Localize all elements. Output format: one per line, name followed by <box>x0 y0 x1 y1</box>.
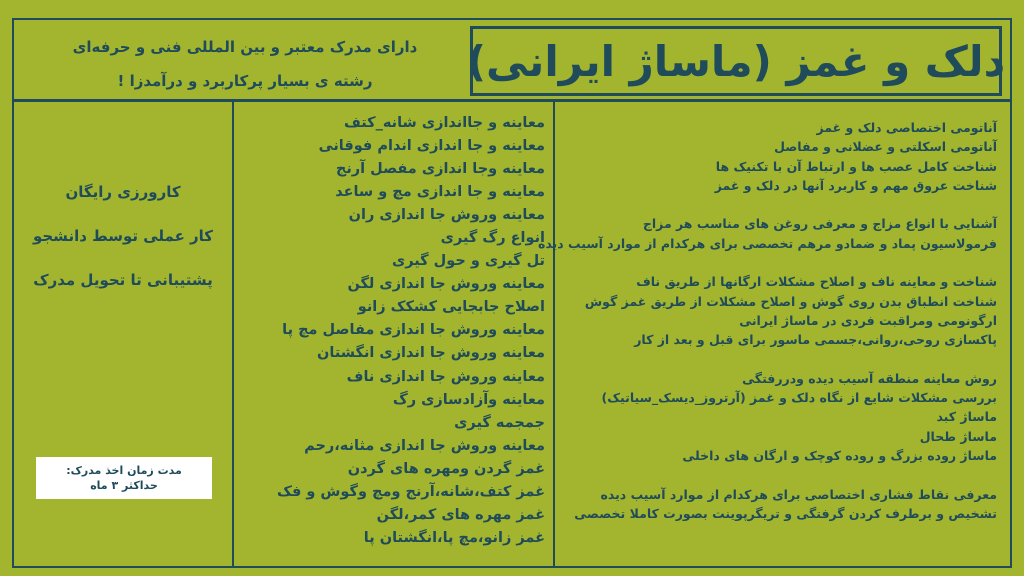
list-item: شناخت عروق مهم و کاربرد آنها در دلک و غمز <box>714 177 997 193</box>
duration-label: مدت زمان اخذ مدرک: <box>66 464 182 477</box>
list-spacer <box>565 195 997 214</box>
list-item: شناخت کامل عصب ها و ارتباط آن با تکنیک ها <box>715 158 997 174</box>
list-item: ارگونومی ومراقبت فردی در ماساژ ایرانی <box>739 312 997 328</box>
title-box <box>466 26 1006 96</box>
list-item: تشخیص و برطرف کردن گرفتگی و تریگرپوینت بصورت کاملا تخصصی <box>574 505 997 521</box>
list-item: معرفی نقاط فشاری اختصاصی برای هرکدام از موارد آسیب دیده <box>600 486 997 502</box>
features-column <box>20 170 226 302</box>
list-spacer <box>565 253 997 272</box>
list-item: معاینه وروش جا اندازی ران <box>348 207 545 224</box>
list-item: غمز گردن ومهره های گردن <box>347 460 545 477</box>
list-item: پاکسازی روحی،روانی،جسمی ماسور برای قبل و بعد از کار <box>634 332 997 348</box>
list-item: معاینه وروش جا اندازی مفاصل مچ پا <box>282 322 545 339</box>
subtitle-line-2: رشته ی بسیار پرکاربرد و درآمدزا ! <box>117 72 373 90</box>
list-item: روش معاینه منطقه آسیب دیده ودررفتگی <box>742 370 997 386</box>
list-item: آناتومی اختصاصی دلک و غمز <box>816 120 997 135</box>
list-item: ماساژ روده بزرگ و روده کوچک و ارگان های داخلی <box>682 448 997 464</box>
list-item: شناخت انطباق بدن روی گوش و اصلاح مشکلات از طریق غمز گوش <box>584 293 997 309</box>
list-item: انواع رگ گیری <box>440 230 545 247</box>
list-item: ماساژ کبد <box>936 409 997 425</box>
list-item: معاینه و جااندازی شانه_کتف <box>343 115 545 131</box>
subtitle <box>30 30 460 98</box>
list-item: معاینه وآزادسازی رگ <box>392 391 545 408</box>
list-item: ماساژ طحال <box>919 428 997 444</box>
duration-box <box>36 457 212 499</box>
page-title: دلک و غمز (ماساژ ایرانی) <box>466 36 1006 86</box>
subtitle-line-1: دارای مدرک معتبر و بین المللی فنی و حرفه‌ای <box>72 38 418 56</box>
list-spacer <box>565 465 997 484</box>
list-item: معاینه وجا اندازی مفصل آرنج <box>335 161 545 178</box>
list-item: تل گیری و حول گیری <box>391 253 545 270</box>
column-divider-right <box>553 101 555 568</box>
header-divider <box>12 99 1012 102</box>
list-item: غمز مهره های کمر،لگن <box>376 506 545 523</box>
feature-item: کارورزی رایگان <box>65 183 181 201</box>
feature-item: کار عملی توسط دانشجو <box>32 227 214 245</box>
list-item: آشنایی با انواع مزاج و معرفی روغن های مناسب هر مزاج <box>642 216 997 232</box>
exams-column <box>240 112 545 550</box>
list-item: فرمولاسیون پماد و ضمادو مرهم تخصصی برای هرکدام از موارد آسیب دیده <box>537 235 997 251</box>
list-item: معاینه وروش جا اندازی ناف <box>346 368 545 385</box>
list-item: جمجمه گیری <box>454 414 545 431</box>
list-item: معاینه وروش جا اندازی لگن <box>347 276 545 293</box>
list-item: معاینه وروش جا اندازی انگشتان <box>317 345 545 362</box>
list-item: غمز کتف،شانه،آرنج ومچ وگوش و فک <box>276 483 545 500</box>
list-item: غمز زانو،مچ پا،انگشتان پا <box>363 529 545 546</box>
topics-column <box>537 118 997 523</box>
duration-value: حداکثر ۳ ماه <box>90 479 158 492</box>
list-item: شناخت و معاینه ناف و اصلاح مشکلات ارگانها از طریق ناف <box>636 274 997 290</box>
list-item: اصلاح جابجایی کشکک زانو <box>357 299 545 316</box>
list-item: بررسی مشکلات شایع از نگاه دلک و غمز (آرتروز_دیسک_سیاتیک) <box>601 390 997 406</box>
list-item: معاینه و جا اندازی اندام فوقانی <box>318 138 545 155</box>
list-item: معاینه و جا اندازی مچ و ساعد <box>335 184 545 201</box>
list-item: معاینه وروش جا اندازی مثانه،رحم <box>304 437 545 454</box>
list-item: آناتومی اسکلتی و عضلانی و مفاصل <box>774 139 997 155</box>
column-divider-left <box>232 101 234 568</box>
feature-item: پشتیبانی تا تحویل مدرک <box>33 271 213 289</box>
list-spacer <box>565 350 997 369</box>
